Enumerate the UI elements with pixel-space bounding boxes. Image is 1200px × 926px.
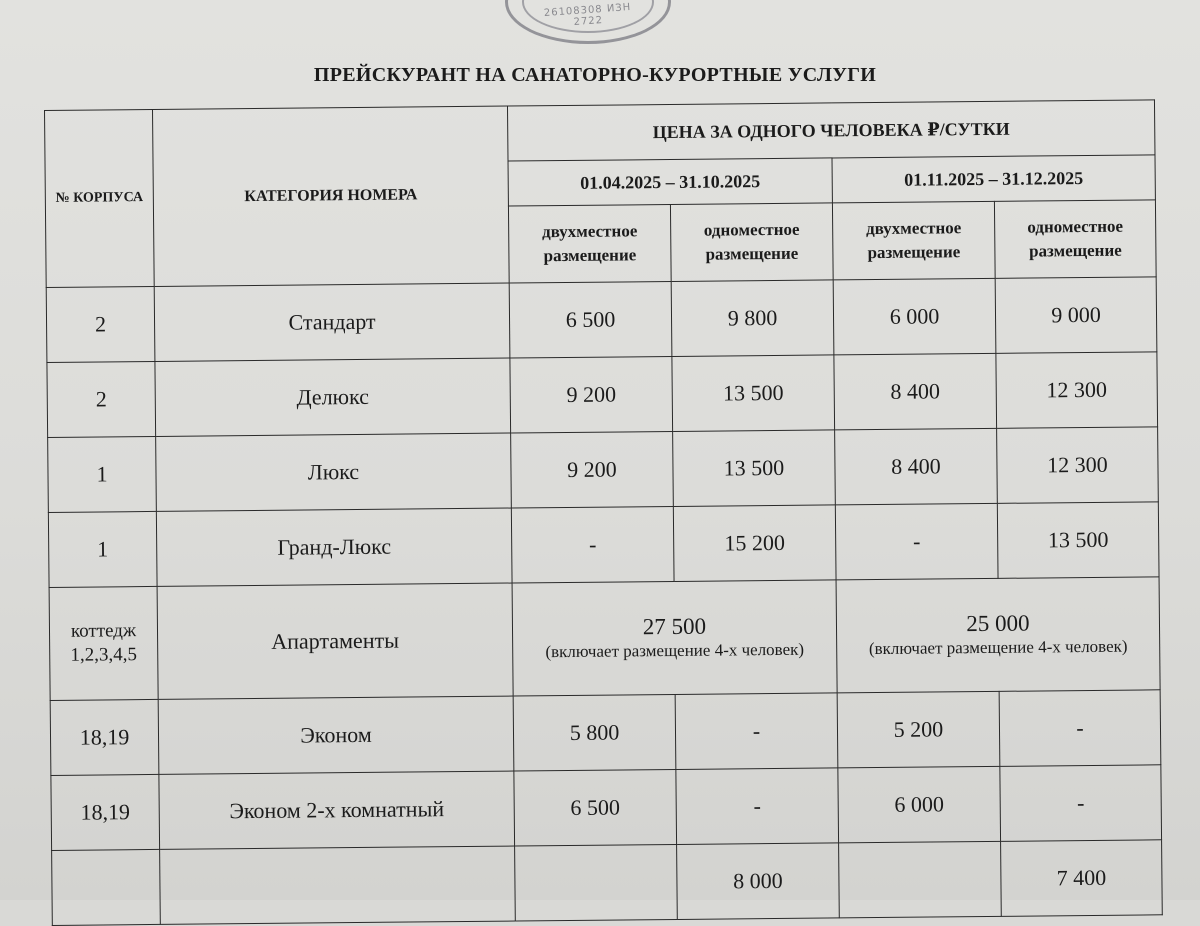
cell-p2-single: 13 500 <box>997 502 1159 579</box>
table-row <box>46 277 1157 363</box>
cell-p1-single: 13 500 <box>673 430 836 507</box>
cell-p1-single: 8 000 <box>677 843 840 920</box>
cell-category: Делюкс <box>155 358 511 436</box>
header-p1-double: двухместное размещение <box>508 204 671 283</box>
cell-p1-double: - <box>511 506 674 583</box>
cell-category: Эконом 2-х комнатный <box>159 771 515 849</box>
cell-building: 18,19 <box>50 699 159 775</box>
cell-p1-double: 5 800 <box>513 694 676 771</box>
table-row <box>48 427 1159 513</box>
cell-category: Стандарт <box>154 283 510 361</box>
cell-p1-double: 9 200 <box>510 356 673 433</box>
cell-building: 2 <box>46 286 155 362</box>
cell-p1-single: 13 500 <box>672 355 835 432</box>
header-p2-double: двухместное размещение <box>832 201 995 280</box>
table-row <box>50 690 1161 776</box>
document-title: ПРЕЙСКУРАНТ НА САНАТОРНО-КУРОРТНЫЕ УСЛУГИ <box>313 64 877 86</box>
stamp-text: 26108308 ИЗН 2722 <box>543 1 632 29</box>
cell-p2-double <box>839 841 1002 918</box>
cell-p1-single: - <box>675 693 838 770</box>
cell-p2-single: 12 300 <box>996 352 1158 429</box>
cell-p2-single: - <box>999 690 1161 767</box>
table-row-partial <box>52 840 1163 926</box>
cell-p1-double: 6 500 <box>509 281 672 358</box>
table-row-apartments <box>49 577 1160 701</box>
cell-building <box>52 849 161 925</box>
cell-p1-double: 9 200 <box>511 431 674 508</box>
table-row <box>47 352 1158 438</box>
cell-p2-single: 12 300 <box>997 427 1159 504</box>
cell-p1-single: - <box>676 768 839 845</box>
cell-p2-single: 9 000 <box>995 277 1157 354</box>
apartment-note: (включает размещение 4-х человек) <box>868 636 1128 659</box>
cell-p2-double: - <box>835 503 998 580</box>
cell-p2-single: - <box>1000 765 1162 842</box>
stamp-seal <box>505 0 671 44</box>
cell-p2-double: 6 000 <box>838 766 1001 843</box>
cell-apartment-price-period-2 <box>836 577 1160 693</box>
cell-category <box>160 846 516 924</box>
cell-category: Люкс <box>156 433 512 511</box>
table-row <box>48 502 1159 588</box>
cell-p1-double: 6 500 <box>514 769 677 846</box>
header-p2-single: одноместное размещение <box>994 200 1156 279</box>
header-p1-single: одноместное размещение <box>670 203 833 282</box>
apartment-price: 27 500 <box>642 613 707 640</box>
cell-p2-double: 5 200 <box>837 691 1000 768</box>
cell-category: Гранд-Люкс <box>156 508 512 586</box>
header-price-group: ЦЕНА ЗА ОДНОГО ЧЕЛОВЕКА ₽/СУТКИ <box>507 100 1155 161</box>
apartment-price: 25 000 <box>966 610 1030 637</box>
cell-building: 1 <box>48 511 157 587</box>
price-table <box>44 99 1163 926</box>
cell-p1-single: 9 800 <box>671 280 834 357</box>
header-period-2: 01.11.2025 – 31.12.2025 <box>832 155 1155 203</box>
cell-p2-double: 6 000 <box>833 278 996 355</box>
cell-p1-double <box>515 844 678 921</box>
header-building: № КОРПУСА <box>45 109 155 287</box>
cell-category: Эконом <box>158 696 514 774</box>
cell-p2-double: 8 400 <box>834 353 997 430</box>
header-period-1: 01.04.2025 – 31.10.2025 <box>508 158 832 206</box>
cell-apartment-price-period-1 <box>512 580 837 696</box>
apartment-note: (включает размещение 4-х человек) <box>545 639 805 662</box>
price-table-wrapper <box>44 99 1162 926</box>
cell-category: Апартаменты <box>157 583 513 699</box>
cell-building: 18,19 <box>51 774 160 850</box>
cell-p2-single: 7 400 <box>1001 840 1163 917</box>
cell-p1-single: 15 200 <box>673 505 836 582</box>
table-row <box>51 765 1162 851</box>
cell-building: коттедж 1,2,3,4,5 <box>49 586 158 700</box>
cell-building: 1 <box>48 436 157 512</box>
cell-p2-double: 8 400 <box>835 428 998 505</box>
header-category: КАТЕГОРИЯ НОМЕРА <box>152 106 509 286</box>
cell-building: 2 <box>47 361 156 437</box>
